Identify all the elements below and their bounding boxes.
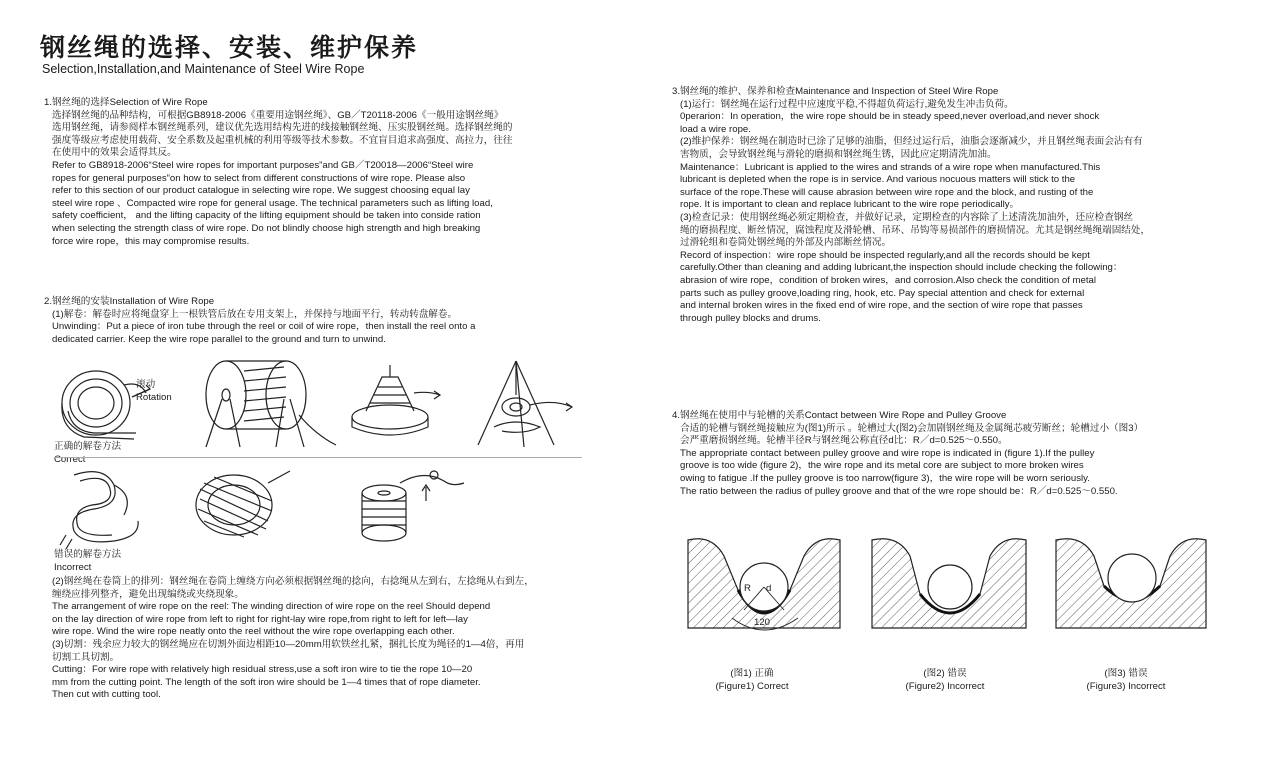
rotation-label-en: Rotation [136,392,172,403]
figure2-caption-zh: (图2) 错误 [923,668,967,679]
correct-unwinding-illustrations [54,355,584,455]
paragraph-line: safety coefficient， and the lifting capacity of the lifting equipment should be taken into conside ration [52,210,481,222]
tangled-rope-illustration [60,472,138,549]
paragraph-line: The arrangement of wire rope on the reel: The winding direction of wire rope on the reel Should depend [52,601,491,613]
correct-label-en: Correct [54,454,86,465]
paragraph-line: ropes for general purposes”on how to select from different constructions of wire rope. Please also [52,172,466,184]
paragraph-line: abrasion of wire rope，condition of broken wires，and corrosion.Also check the condition of metal [680,274,1096,286]
paragraph-line: 0perarion：In operation，the wire rope should be in steady speed,never overload,and never shock [680,111,1100,123]
radius-label: R [744,583,751,594]
paragraph-line: and internal broken wires in the fixed end of wire rope, and the section of wire rope that passes [680,300,1083,312]
paragraph-line: (2)钢丝绳在卷筒上的排列：钢丝绳在卷筒上缠绕方向必须根据钢丝绳的捻向，右捻绳从左到右，左捻绳从右到左， [52,576,534,587]
incorrect-label-en: Incorrect [54,562,92,573]
spool-illustration [362,471,464,541]
paragraph-line: (1)运行：钢丝绳在运行过程中应速度平稳,不得超负荷运行,避免发生冲击负荷。 [680,98,1014,110]
paragraph-line: mm from the cutting point. The length of the soft iron wire should be 1—4 times that of rope diameter. [52,676,481,688]
figure3-caption-en: (Figure3) Incorrect [1086,680,1166,692]
page-title-en: Selection,Installation,and Maintenance of Steel Wire Rope [42,62,365,76]
paragraph-line: on the lay direction of wire rope from left to right for right-lay wire rope,from right to left for left—lay [52,613,468,625]
paragraph-line: load a wire rope. [680,123,751,135]
figure2-caption [885,668,1005,693]
section-pulley-groove [672,410,1143,498]
figure2-incorrect-wide-groove [872,539,1026,628]
paragraph-line: Maintenance：Lubricant is applied to the wires and strands of a wire rope when manufactured.This [680,161,1101,173]
paragraph-line: dedicated carrier. Keep the wire rope parallel to the ground and turn to unwind. [52,333,386,345]
paragraph-line: force wire rope，this may compromise results. [52,235,250,247]
figure2-caption-en: (Figure2) Incorrect [905,680,985,692]
rotation-label-zh: 滚动 [136,379,156,390]
angle-label: 120 [754,617,771,628]
paragraph-line: rope. It is important to clean and replace lubricant to the wire rope periodically。 [680,199,1020,211]
paragraph-line: (1)解卷：解卷时应将绳盘穿上一根铁管后放在专用支架上，并保持与地面平行，转动转盘解卷。 [52,308,458,320]
section-heading: 2.钢丝绳的安装Installation of Wire Rope [44,296,215,307]
figure3-caption [1066,668,1186,693]
reel-illustration [206,361,336,447]
paragraph-line: wire rope. Wind the wire rope neatly onto the reel without the wire rope overlapping each other. [52,626,455,638]
paragraph-line: Cutting：For wire rope with relatively high residual stress,use a soft iron wire to tie the rope 10—20 [52,664,473,676]
incorrect-label-zh: 错误的解卷方法 [54,549,122,560]
paragraph-line: 过滑轮组和卷筒处钢丝绳的外部及内部断丝情况。 [680,237,892,249]
figure3-incorrect-narrow-groove [1056,539,1206,628]
figure3-caption-zh: (图3) 错误 [1104,668,1148,679]
figure1-caption-en: (Figure1) Correct [715,680,789,692]
paragraph-line: (3)切割：残余应力较大的钢丝绳应在切割外面边相距10—20mm用软铁丝扎紧，捆扎长度为绳径的1—4倍，再用 [52,638,525,650]
paragraph-line: 选择钢丝绳的品种结构，可根据GB8918-2006《重要用途钢丝绳》、GB／T20118-2006《一般用途钢丝绳》 [52,109,504,121]
page-title-zh: 钢丝绳的选择、安装、维护保养 [40,33,419,62]
correct-label-zh: 正确的解卷方法 [54,441,122,452]
paragraph-line: 选用钢丝绳，请参阅样本钢丝绳系列，建议优先选用结构先进的线接触钢丝绳、压实股钢丝绳。选择钢丝绳的 [52,122,513,134]
section-heading: 1.钢丝绳的选择Selection of Wire Rope [44,97,208,108]
paragraph-line: Record of inspection：wire rope should be inspected regularly,and all the records should be kept [680,249,1090,261]
figure1-caption-zh: (图1) 正确 [730,668,774,679]
section-heading: 4.钢丝绳在使用中与轮槽的关系Contact between Wire Rope and Pulley Groove [672,410,1007,421]
diameter-label: d [766,583,772,594]
section-selection [44,97,513,248]
paragraph-line: (3)检查记录：使用钢丝绳必须定期检查，并做好记录，定期检查的内容除了上述清洗加油外，还应检查钢丝 [680,211,1134,223]
figure1-caption [692,668,812,693]
paragraph-line: surface of the rope.These will cause abrasion between wire rope and the block, and rusting of the [680,186,1094,198]
paragraph-line: 合适的轮槽与钢丝绳接触应为(图1)所示 。轮槽过大(图2)会加剧钢丝绳及金属绳芯疲劳断丝；轮槽过小（图3） [680,422,1144,434]
paragraph-line: 会严重磨损钢丝绳。轮槽半径R与钢丝绳公称直径d比：R／d=0.525～0.550。 [680,435,1008,447]
section-installation [44,296,475,346]
paragraph-line: owing to fatigue .If the pulley groove is too narrow(figure 3)，the wire rope will be worn seriously. [680,472,1090,484]
paragraph-line: The appropriate contact between pulley groove and wire rope is indicated in (figure 1).If the pulley [680,447,1095,459]
turntable-illustration [352,365,440,435]
paragraph-line: 绳的磨损程度、断丝情况，腐蚀程度及滑轮槽、吊环、吊钩等易损部件的磨损情况。尤其是钢丝绳绳端固结处， [680,224,1151,236]
section-installation-continued [52,576,534,702]
paragraph-line: 缠绕应排列整齐，避免出现编绕或夹绕现象。 [52,588,244,600]
paragraph-line: 强度等级应考虑使用载荷、安全系数及起重机械的利用等级等技术参数。不宜盲目追求高强度、高拉力，往往 [52,134,513,146]
incorrect-unwinding-illustrations [54,465,474,550]
paragraph-line: refer to this section of our product catalogue in selecting wire rope. We suggest choosing equal lay [52,185,470,197]
paragraph-line: The ratio between the radius of pulley groove and that of the wre rope should be：R／d=0.525～0.550. [680,485,1118,497]
divider [54,457,582,458]
section-heading: 3.钢丝绳的维护、保养和检查Maintenance and Inspection of Steel Wire Rope [672,86,999,97]
section-maintenance [672,86,1150,325]
paragraph-line: when selecting the strength class of wire rope. Do not blindly choose high strength and high breaking [52,222,481,234]
paragraph-line: 害物质，会导致钢丝绳与滑轮的磨损和钢丝绳生锈，因此应定期清洗加油。 [680,148,997,160]
paragraph-line: 在使用中的效果会适得其反。 [52,147,177,159]
paragraph-line: Then cut with cutting tool. [52,689,161,701]
paragraph-line: Refer to GB8918-2006“Steel wire ropes for important purposes”and GB／T20018—2006“Steel wire [52,159,474,171]
paragraph-line: groove is too wide (figure 2)，the wire rope and its metal core are subject to more broken wires [680,460,1084,472]
paragraph-line: parts such as pulley groove,loading ring, hook, etc. Pay special attention and check for external [680,287,1085,299]
paragraph-line: steel wire rope 、Compacted wire rope for general usage. The technical parameters such as lifting load, [52,197,493,209]
paragraph-line: Unwinding：Put a piece of iron tube through the reel or coil of wire rope，then install the reel onto a [52,321,476,333]
paragraph-line: through pulley blocks and drums. [680,312,821,324]
paragraph-line: (2)维护保养：钢丝绳在制造时已涂了足够的油脂，但经过运行后，油脂会逐渐减少，并且钢丝绳表面会沾有有 [680,136,1143,148]
paragraph-line: 切割工具切割。 [52,651,120,663]
kinked-coil-illustration [196,471,290,537]
paragraph-line: carefully.Other than cleaning and adding lubricant,the inspection should include checking the following： [680,262,1123,274]
paragraph-line: lubricant is depleted when the rope is in service. And various nocuous matters will stick to the [680,174,1076,186]
tripod-illustration [478,361,572,447]
